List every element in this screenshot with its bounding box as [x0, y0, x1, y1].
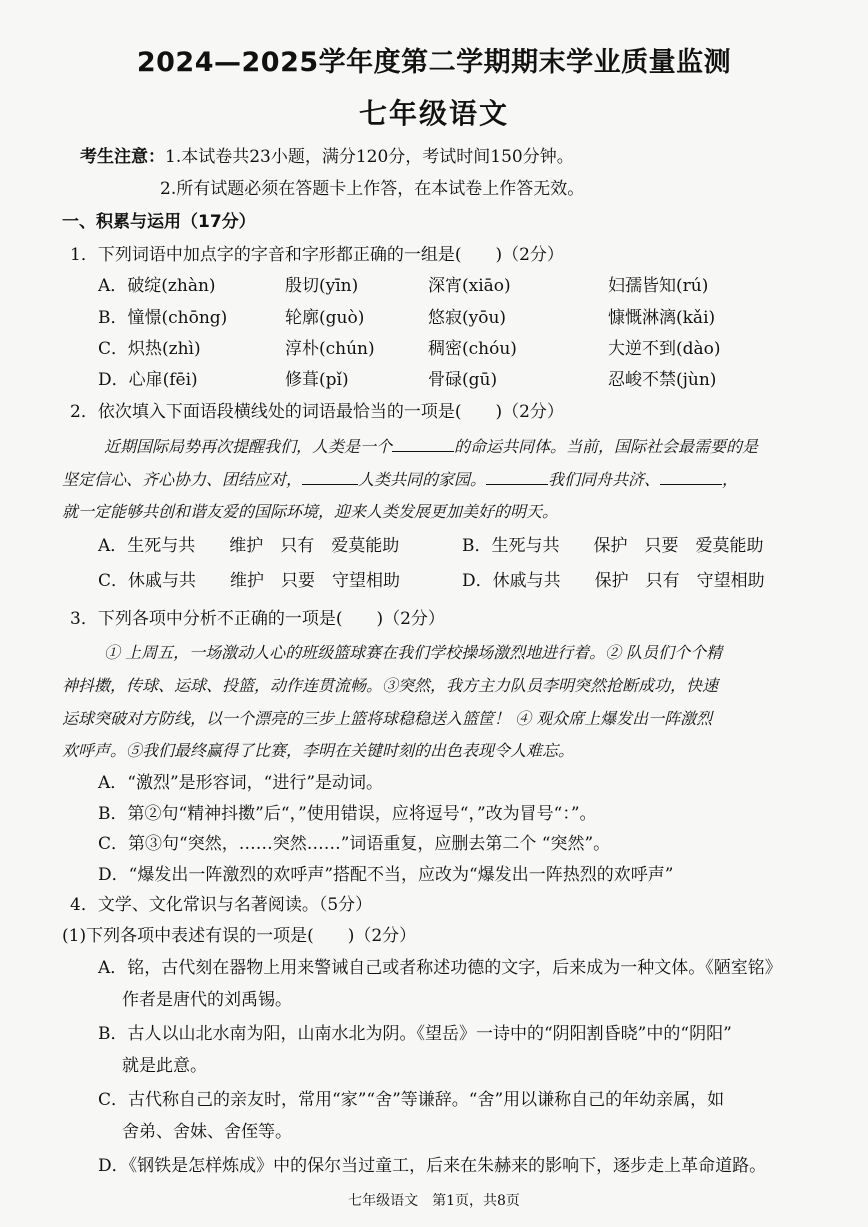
q1-b-2: 轮廓(guò) — [285, 308, 365, 328]
notice-line-1 — [80, 146, 574, 168]
page-footer: 七年级语文 第1页，共8页 — [348, 1193, 520, 1209]
q2-option-b: B．生死与共 保护 只要 爱莫能助 — [462, 536, 764, 556]
q3-option-a: A．“激烈”是形容词，“进行”是动词。 — [98, 773, 384, 793]
q3-passage-line-3: 运球突破对方防线，以一个漂亮的三步上篮将球稳稳送入篮筐！ ④ 观众席上爆发出一阵激烈 — [62, 709, 713, 728]
q1-d-1: D．心扉(fēi) — [98, 370, 198, 390]
q3-passage-line-1: ① 上周五，一场激动人心的班级篮球赛在我们学校操场激烈地进行着。② 队员们个个精 — [104, 643, 723, 662]
q2-text: 坚定信心、齐心协力、团结应对， — [62, 470, 303, 489]
q1-c-4: 大逆不到(dào) — [608, 339, 721, 359]
q2-blank-4 — [660, 468, 722, 485]
q2-text: 近期国际局势再次提醒我们，人类是一个 — [104, 437, 393, 456]
q2-passage-line-3: 就一定能够共创和谐友爱的国际环境，迎来人类发展更加美好的明天。 — [62, 502, 559, 521]
q2-option-c: C．休戚与共 维护 只要 守望相助 — [98, 571, 401, 591]
q1-a-3: 深宵(xiāo) — [428, 276, 511, 296]
q1-c-3: 稠密(chóu) — [428, 339, 517, 359]
q1-b-4: 慷慨淋漓(kǎi) — [608, 308, 716, 328]
notice-item-2: 2.所有试题必须在答题卡上作答，在本试卷上作答无效。 — [160, 179, 585, 199]
q2-text: ， — [722, 470, 739, 489]
q3-option-c: C．第③句“突然，……突然……”词语重复，应删去第二个 “突然”。 — [98, 834, 611, 854]
q3-passage-line-4: 欢呼声。⑤我们最终赢得了比赛，李明在关键时刻的出色表现令人难忘。 — [62, 741, 575, 760]
exam-title: 2024—2025学年度第二学期期末学业质量监测 — [136, 47, 732, 78]
q3-option-b: B．第②句“精神抖擞”后“，”使用错误，应将逗号“，”改为冒号“：”。 — [98, 804, 597, 824]
q4-sub1-stem: (1)下列各项中表述有误的一项是( )（2分） — [62, 926, 417, 946]
q1-stem: 1．下列词语中加点字的字音和字形都正确的一组是( )（2分） — [70, 245, 564, 265]
q3-stem: 3．下列各项中分析不正确的一项是( )（2分） — [70, 609, 445, 629]
q1-a-2: 殷切(yīn) — [285, 276, 359, 296]
notice-label: 考生注意： — [80, 147, 165, 167]
q1-b-1: B．憧憬(chōng) — [98, 308, 228, 328]
q2-passage-line-1 — [104, 435, 758, 458]
q2-option-d: D．休戚与共 保护 只有 守望相助 — [462, 571, 765, 591]
q1-c-1: C．炽热(zhì) — [98, 339, 201, 359]
q3-passage-line-2: 神抖擞，传球、运球、投篮，动作连贯流畅。③突然，我方主力队员李明突然抢断成功，快速 — [62, 676, 719, 695]
q4-option-a-line-2: 作者是唐代的刘禹锡。 — [122, 990, 292, 1010]
q2-text: 人类共同的家园。 — [358, 470, 487, 489]
q4-stem: 4．文学、文化常识与名著阅读。（5分） — [70, 895, 373, 915]
section-1-title: 一、积累与运用（17分） — [62, 212, 256, 232]
q2-blank-1 — [392, 435, 454, 452]
q4-option-c-line-1: C．古代称自己的亲友时，常用“家”“舍”等谦辞。“舍”用以谦称自己的年幼亲属，如 — [98, 1090, 725, 1110]
exam-subject: 七年级语文 — [358, 97, 509, 130]
q2-option-a: A．生死与共 维护 只有 爱莫能助 — [98, 536, 400, 556]
q2-passage-line-2 — [62, 468, 738, 491]
q1-d-2: 修葺(pǐ) — [285, 370, 349, 390]
notice-item-1: 1.本试卷共23小题，满分120分，考试时间150分钟。 — [165, 147, 574, 167]
q4-option-b-line-1: B．古人以山北水南为阳，山南水北为阴。《望岳》一诗中的“阴阳割昏晓”中的“阴阳” — [98, 1024, 732, 1044]
q1-d-4: 忍峻不禁(jùn) — [608, 370, 717, 390]
q1-a-4: 妇孺皆知(rú) — [608, 276, 709, 296]
q4-option-d: D．《钢铁是怎样炼成》中的保尔当过童工，后来在朱赫来的影响下，逐步走上革命道路。 — [98, 1156, 767, 1176]
q4-option-c-line-2: 舍弟、舍妹、舍侄等。 — [122, 1122, 292, 1142]
q1-a-1: A．破绽(zhàn) — [98, 276, 216, 296]
q1-c-2: 淳朴(chún) — [285, 339, 375, 359]
q1-b-3: 悠寂(yōu) — [428, 308, 507, 328]
q2-text: 的命运共同体。当前，国际社会最需要的是 — [454, 437, 759, 456]
q1-d-3: 骨碌(gū) — [428, 370, 498, 390]
q4-option-b-line-2: 就是此意。 — [122, 1056, 207, 1076]
q2-blank-3 — [486, 468, 548, 485]
q4-option-a-line-1: A．铭，古代刻在器物上用来警诫自己或者称述功德的文字，后来成为一种文体。《陋室铭》 — [98, 958, 782, 978]
q2-blank-2 — [302, 468, 358, 485]
q3-option-d: D．“爆发出一阵激烈的欢呼声”搭配不当，应改为“爆发出一阵热烈的欢呼声” — [98, 865, 674, 885]
q2-stem: 2．依次填入下面语段横线处的词语最恰当的一项是( )（2分） — [70, 402, 564, 422]
q2-text: 我们同舟共济、 — [548, 470, 661, 489]
